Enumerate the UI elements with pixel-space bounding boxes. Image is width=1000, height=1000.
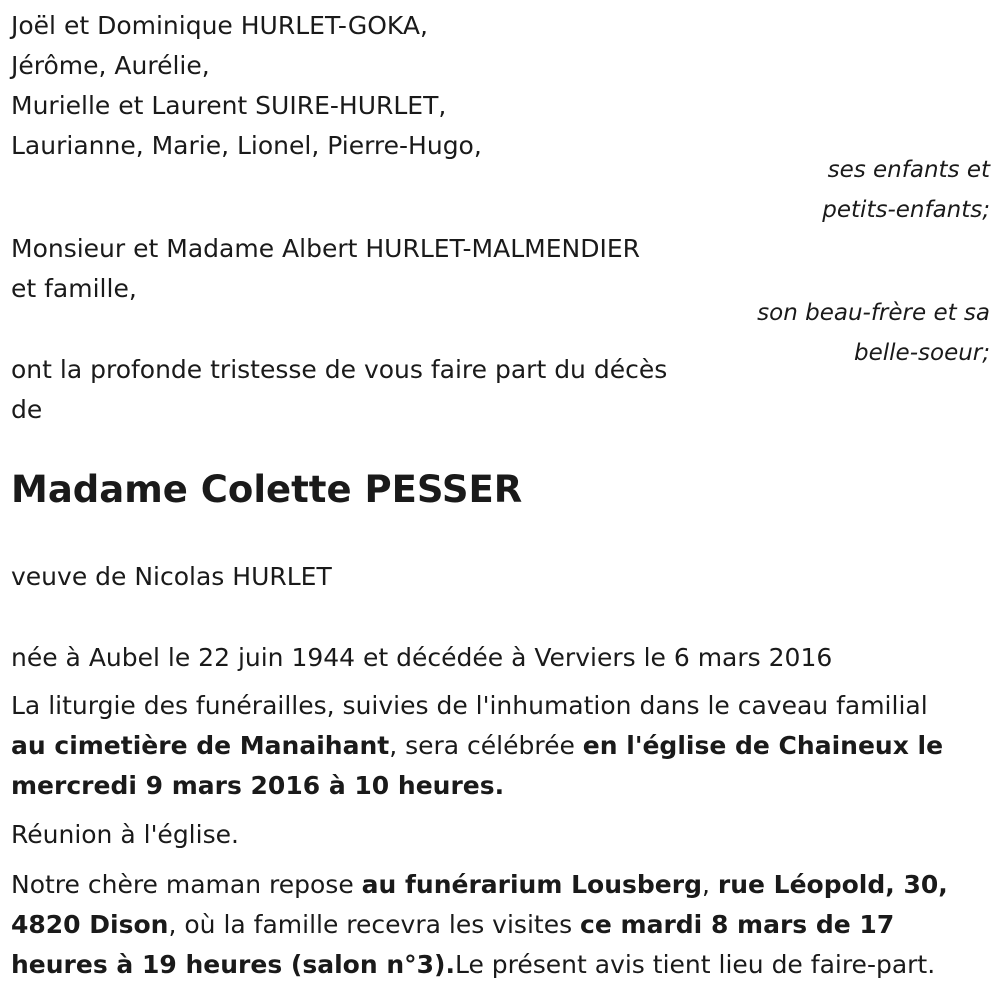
cemetery-location: au cimetière de Manaihant <box>11 731 390 760</box>
funeral-home: au funérarium Lousberg <box>361 870 702 899</box>
visitation-text: Notre chère maman repose <box>11 870 362 899</box>
notice-statement: Le présent avis tient lieu de faire-part. <box>454 950 936 979</box>
role-children-line-1: ses enfants et <box>827 157 990 183</box>
role-inlaw-line-2: belle-soeur; <box>854 340 990 366</box>
visitation-hours: heures à 19 heures (salon n°3). <box>11 950 455 979</box>
funeral-datetime: mercredi 9 mars 2016 à 10 heures. <box>11 771 505 800</box>
announcement-line-2: de <box>11 395 43 424</box>
funeral-line-1: La liturgie des funérailles, suivies de l'inhumation dans le caveau familial <box>11 691 928 720</box>
visitation-date: ce mardi 8 mars de 17 <box>580 910 895 939</box>
family-line-5: Monsieur et Madame Albert HURLET-MALMENDIER <box>11 234 640 263</box>
meeting-note: Réunion à l'église. <box>11 820 239 849</box>
visitation-line-2 <box>11 905 894 945</box>
funeral-text: , sera célébrée <box>389 731 583 760</box>
birth-death-dates: née à Aubel le 22 juin 1944 et décédée à Verviers le 6 mars 2016 <box>11 643 833 672</box>
funeral-home-street: rue Léopold, 30, <box>717 870 948 899</box>
church-location: en l'église de Chaineux le <box>582 731 944 760</box>
family-line-1: Joël et Dominique HURLET-GOKA, <box>11 11 428 40</box>
family-line-2: Jérôme, Aurélie, <box>11 51 210 80</box>
role-children-line-2: petits-enfants; <box>822 197 990 223</box>
deceased-name: Madame Colette PESSER <box>11 468 523 511</box>
visitation-sep: , <box>701 870 718 899</box>
family-line-6: et famille, <box>11 274 137 303</box>
visitation-text-2: , où la famille recevra les visites <box>168 910 581 939</box>
visitation-line-3 <box>11 945 935 985</box>
funeral-line-3 <box>11 766 504 806</box>
funeral-home-city: 4820 Dison <box>11 910 169 939</box>
widow-of: veuve de Nicolas HURLET <box>11 562 332 591</box>
announcement-line-1: ont la profonde tristesse de vous faire part du décès <box>11 355 668 384</box>
family-line-4: Laurianne, Marie, Lionel, Pierre-Hugo, <box>11 131 482 160</box>
visitation-line-1 <box>11 865 948 905</box>
family-line-3: Murielle et Laurent SUIRE-HURLET, <box>11 91 447 120</box>
role-inlaw-line-1: son beau-frère et sa <box>757 300 990 326</box>
funeral-line-2 <box>11 726 943 766</box>
